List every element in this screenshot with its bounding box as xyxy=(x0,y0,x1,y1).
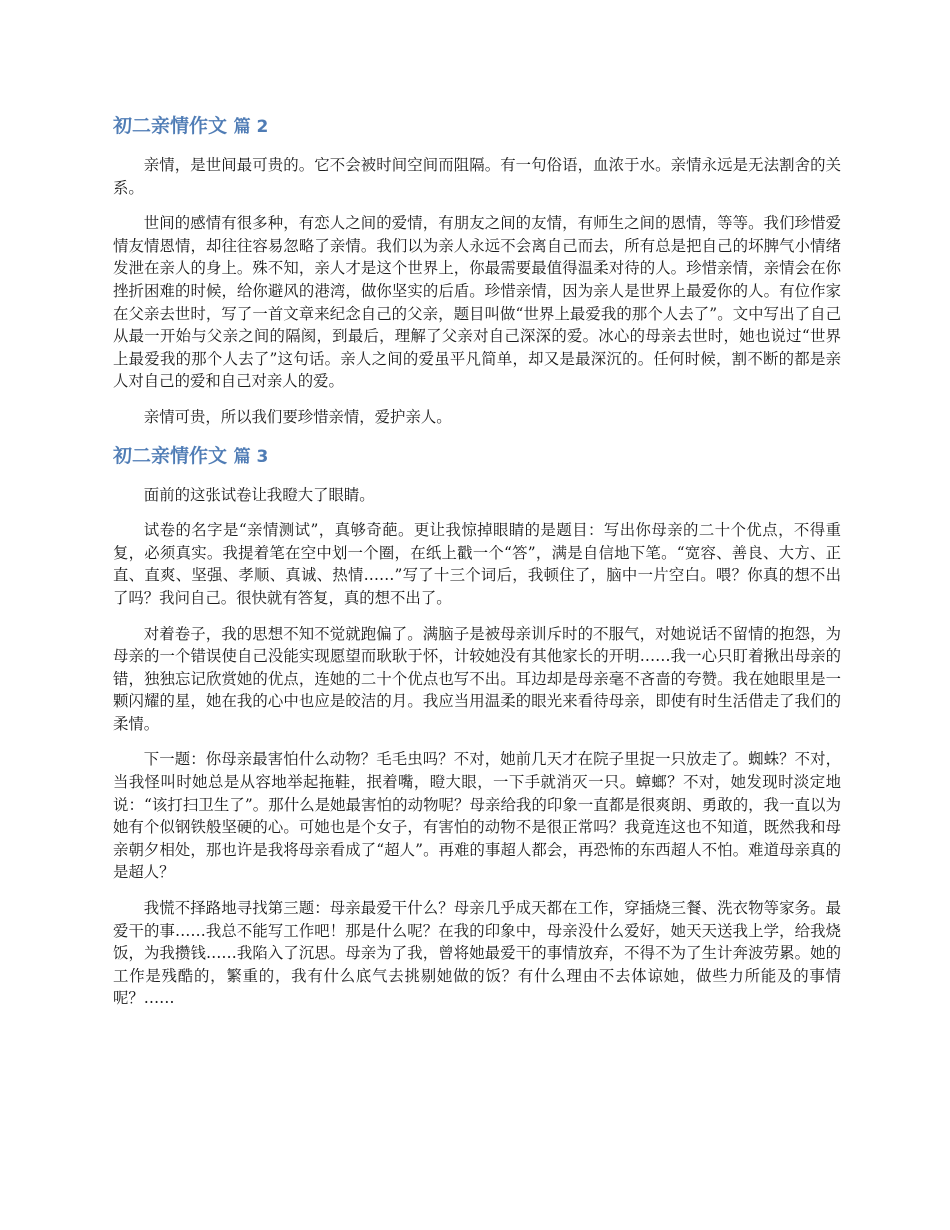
section-number: 篇 3 xyxy=(233,446,269,467)
paragraph: 亲情，是世间最可贵的。它不会被时间空间而阻隔。有一句俗语，血浓于水。亲情永远是无法割舍的关系。 xyxy=(113,156,841,197)
section-title-2 xyxy=(113,112,841,141)
paragraph: 我慌不择路地寻找第三题：母亲最爱干什么？母亲几乎成天都在工作，穿插烧三餐、洗衣物等家务。最爱干的事……我总不能写工作吧！那是什么呢？在我的印象中，母亲没什么爱好，她天天送我上学，给我烧饭，为我攒钱……我陷入了沉思。母亲为了我，曾将她最爱干的事情放弃，不得不为了生计奔波劳累。她的工作是残酷的，繁重的，我有什么底气去挑剔她做的饭？有什么理由不去体谅她，做些力所能及的事情呢？…… xyxy=(113,899,841,1008)
section-title-text: 初二亲情作文 xyxy=(113,444,228,467)
section-title-3 xyxy=(113,442,841,471)
paragraph: 对着卷子，我的思想不知不觉就跑偏了。满脑子是被母亲训斥时的不服气，对她说话不留情的抱怨，为母亲的一个错误使自己没能实现愿望而耿耿于怀，计较她没有其他家长的开明……我一心只盯着揪出母亲的错，独独忘记欣赏她的优点，连她的二十个优点也写不出。耳边却是母亲毫不吝啬的夸赞。我在她眼里是一颗闪耀的星，她在我的心中也应是皎洁的月。我应当用温柔的眼光来看待母亲，即使有时生活借走了我们的柔情。 xyxy=(113,624,841,733)
document-page xyxy=(113,112,841,1023)
section-number: 篇 2 xyxy=(233,117,269,137)
paragraph: 面前的这张试卷让我瞪大了眼睛。 xyxy=(143,485,375,504)
paragraph: 下一题：你母亲最害怕什么动物？毛毛虫吗？不对，她前几天才在院子里捉一只放走了。蜘蛛？不对，当我怪叫时她总是从容地举起拖鞋，抿着嘴，瞪大眼，一下手就消灭一只。蟑螂？不对，她发现时淡定地说：“该打扫卫生了”。那什么是她最害怕的动物呢？母亲给我的印象一直都是很爽朗、勇敢的，我一直以为她有个似钢铁般坚硬的心。可她也是个女子，有害怕的动物不是很正常吗？我竟连这也不知道，既然我和母亲朝夕相处，那也许是我将母亲看成了“超人”。再难的事超人都会，再恐怖的东西超人不怕。难道母亲真的是超人？ xyxy=(113,750,841,882)
paragraph: 亲情可贵，所以我们要珍惜亲情，爱护亲人。 xyxy=(143,407,452,426)
paragraph: 试卷的名字是“亲情测试”，真够奇葩。更让我惊掉眼睛的是题目：写出你母亲的二十个优点，不得重复，必须真实。我提着笔在空中划一个圈，在纸上戳一个“答”，满是自信地下笔。“宽容、善良、大方、正直、直爽、坚强、孝顺、真诚、热情……”写了十三个词后，我顿住了，脑中一片空白。喂？你真的想不出了吗？我问自己。很快就有答复，真的想不出了。 xyxy=(113,521,841,607)
paragraph: 世间的感情有很多种，有恋人之间的爱情，有朋友之间的友情，有师生之间的恩情，等等。我们珍惜爱情友情恩情，却往往容易忽略了亲情。我们以为亲人永远不会离自己而去，所有总是把自己的坏脾气小情绪发泄在亲人的身上。殊不知，亲人才是这个世界上，你最需要最值得温柔对待的人。珍惜亲情，亲情会在你挫折困难的时候，给你避风的港湾，做你坚实的后盾。珍惜亲情，因为亲人是世界上最爱你的人。有位作家在父亲去世时，写了一首文章来纪念自己的父亲，题目叫做“世界上最爱我的那个人去了”。文中写出了自己从最一开始与父亲之间的隔阂，到最后，理解了父亲对自己深深的爱。冰心的母亲去世时，她也说过“世界上最爱我的那个人去了”这句话。亲人之间的爱虽平凡简单，却又是最深沉的。任何时候，割不断的都是亲人对自己的爱和自己对亲人的爱。 xyxy=(113,214,841,391)
section-title-text: 初二亲情作文 xyxy=(113,115,228,137)
